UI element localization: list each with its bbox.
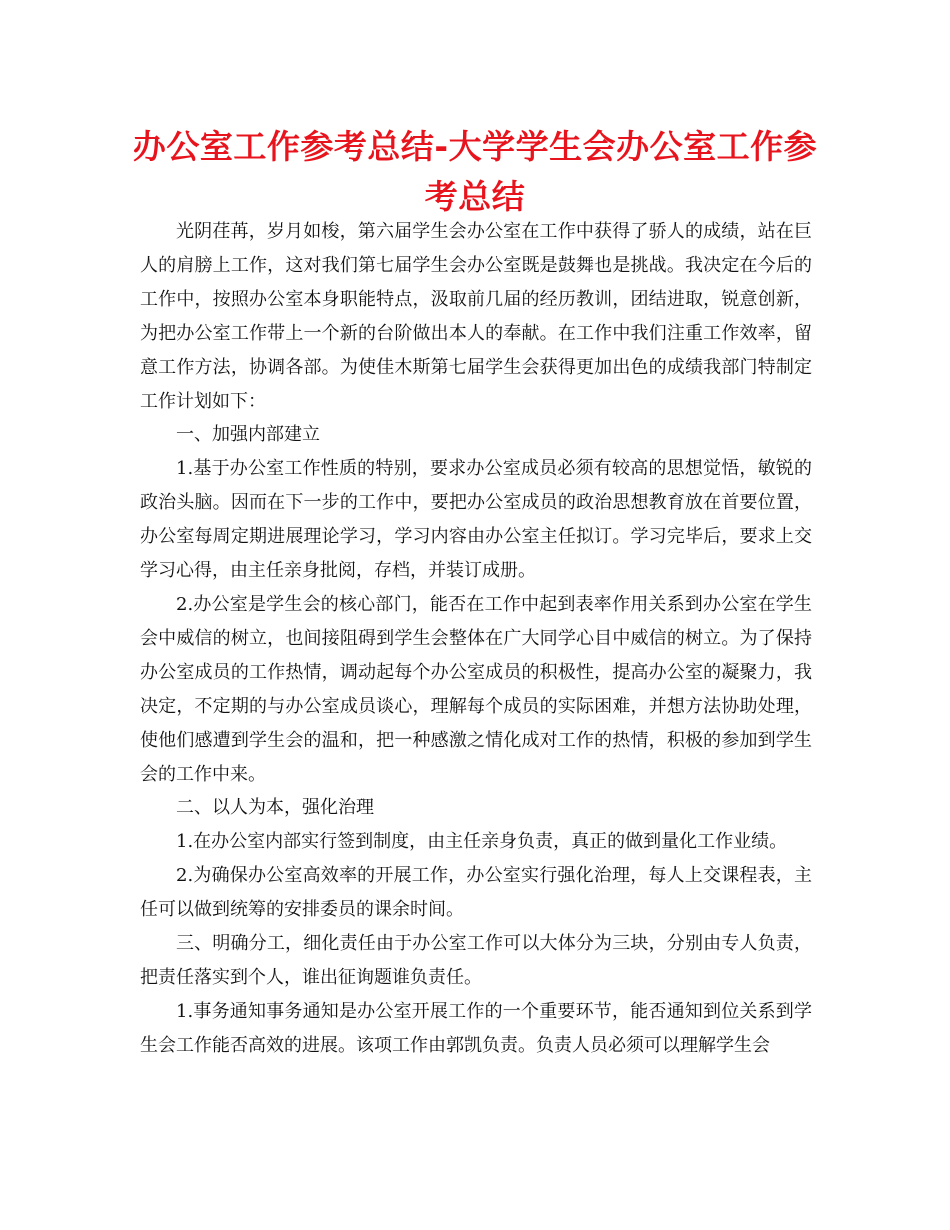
section-heading-2: 二、以人为本，强化治理 bbox=[176, 797, 374, 819]
paragraph-1-2: 2.办公室是学生会的核心部门，能否在工作中起到表率作用关系到办公室在学生会中威信的树立，也间接阻碍到学生会整体在广大同学心目中威信的树立。为了保持办公室成员的工作热情，调动起每个办公室成员的积极性，提高办公室的凝聚力，我决定，不定期的与办公室成员谈心，理解每个成员的实际困难，并想方法协助处理，使他们感遭到学生会的温和，把一种感激之情化成对工作的热情，积极的参加到学生会的工作中来。 bbox=[140, 593, 812, 785]
document-title: 办公室工作参考总结-大学学生会办公室工作参考总结 bbox=[132, 127, 818, 216]
paragraph-2-1: 1.在办公室内部实行签到制度，由主任亲身负责，真正的做到量化工作业绩。 bbox=[176, 831, 788, 853]
paragraph-3-1: 1.事务通知事务通知是办公室开展工作的一个重要环节，能否通知到位关系到学生会工作能否高效的进展。该项工作由郭凯负责。负责人员必须可以理解学生会 bbox=[140, 1000, 812, 1056]
document-body bbox=[140, 215, 812, 1063]
paragraph-2-2: 2.为确保办公室高效率的开展工作，办公室实行强化治理，每人上交课程表，主任可以做到统筹的安排委员的课余时间。 bbox=[140, 865, 812, 921]
section-heading-3: 三、明确分工，细化责任由于办公室工作可以大体分为三块，分别由专人负责，把责任落实到个人，谁出征询题谁负责任。 bbox=[140, 933, 812, 988]
intro-paragraph: 光阴荏苒，岁月如梭，第六届学生会办公室在工作中获得了骄人的成绩，站在巨人的肩膀上工作，这对我们第七届学生会办公室既是鼓舞也是挑战。我决定在今后的工作中，按照办公室本身职能特点，汲取前几届的经历教训，团结进取，锐意创新，为把办公室工作带上一个新的台阶做出本人的奉献。在工作中我们注重工作效率，留意工作方法，协调各部。为使佳木斯第七届学生会获得更加出色的成绩我部门特制定工作计划如下： bbox=[140, 221, 812, 412]
section-heading-1: 一、加强内部建立 bbox=[176, 424, 320, 446]
paragraph-1-1: 1.基于办公室工作性质的特别，要求办公室成员必须有较高的思想觉悟，敏锐的政治头脑。因而在下一步的工作中，要把办公室成员的政治思想教育放在首要位置，办公室每周定期进展理论学习，学习内容由办公室主任拟订。学习完毕后，要求上交学习心得，由主任亲身批阅，存档，并装订成册。 bbox=[140, 458, 812, 582]
